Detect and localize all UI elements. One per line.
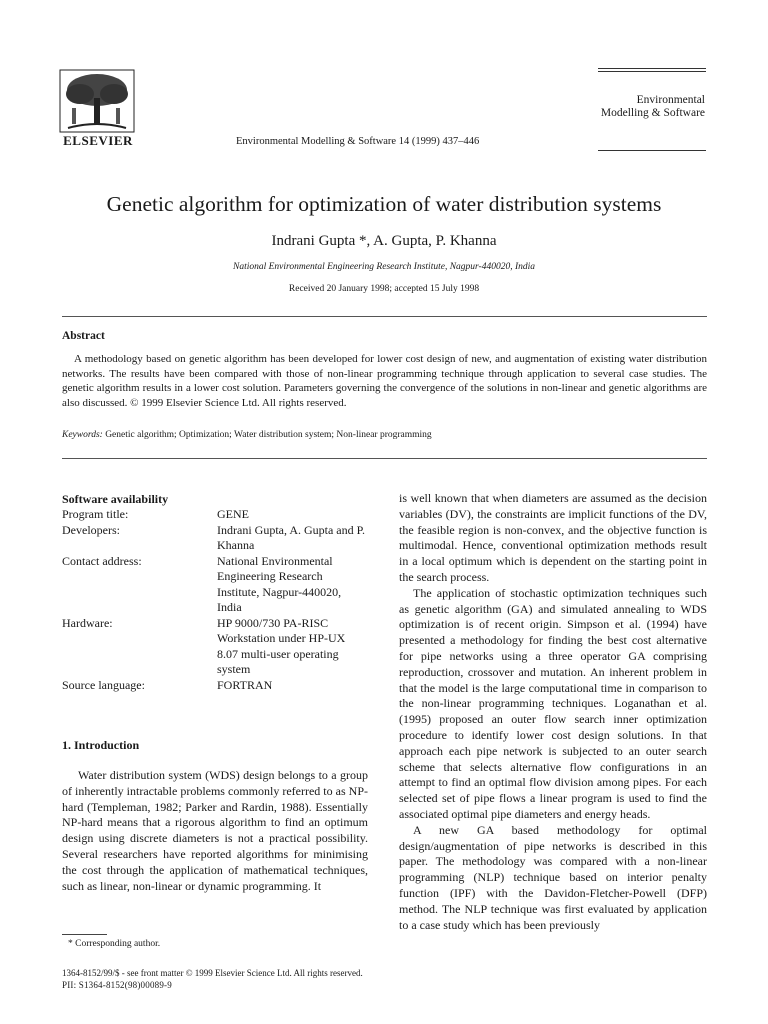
software-row-key: Hardware: [62, 615, 113, 630]
paragraph: A new GA based methodology for optimal design/augmentation of pipe networks is described in this paper. The methodology was compared with a non-linear programming (NLP) technique based on interior penalty function (IPF) with the Davidon-Fletcher-Powell (DFP) method. The NLP technique was first evaluated by application to a case study which has been previously [399, 822, 707, 932]
software-row-value: GENE [217, 507, 249, 521]
received-dates: Received 20 January 1998; accepted 15 July 1998 [288, 284, 480, 294]
software-row-key: Program title: [62, 507, 129, 521]
footnote-rule [62, 934, 107, 935]
software-row-value: National Environmental Engineering Research Institute, Nagpur-440020, India [217, 553, 342, 614]
software-availability-heading: Software availability [62, 492, 169, 506]
paragraph: is well known that when diameters are assumed as the decision variables (DV), the constraints are implicit functions of the DV, the feasible region is non-convex, and the objective function is multimodal. Hence, conventional optimization methods result in a local optimum which is dependent on the starting point in the search process. [399, 491, 707, 584]
introduction-heading: 1. Introduction [62, 738, 140, 752]
software-row-key: Source language: [62, 677, 145, 692]
journal-rule-top-2 [598, 71, 706, 72]
paragraph: The application of stochastic optimization techniques such as genetic algorithm (GA) and simulated annealing to WDS optimization is of recent origin. Simpson et al. (1994) have presented a methodology for finding the best cost alternative for pipe networks using a three operator GA comprising reproduction, crossover and mutation. An inherent problem in that the model is the large computational time in comparison to the non-linear programming techniques. Loganathan et al. (1995) proposed an outer flow search inner optimization procedure to identify lower cost design solutions. In that approach each pipe network is subjected to an outer search scheme that selects alternative flow configurations in an attempt to find an optimal flow division among pipes. For each selected set of pipe flows a linear program is used to find the associated optimal pipe diameters and energy heads. [399, 585, 707, 821]
software-row-value: FORTRAN [217, 677, 273, 692]
journal-name-line2: Modelling & Software [600, 107, 705, 119]
software-row [62, 507, 367, 523]
software-row-key: Developers: [62, 522, 120, 537]
author-affiliation: National Environmental Engineering Research Institute, Nagpur-440020, India [232, 262, 535, 272]
software-row [62, 678, 367, 694]
software-row [62, 616, 367, 678]
journal-rule-bottom [598, 150, 706, 151]
abstract-body: A methodology based on genetic algorithm has been developed for lower cost design of new, and augmentation of existing water distribution networks. The results have been compared with those of non-linear programming technique through application to several case studies. The genetic algorithm results in a lower cost solution. Parameters governing the convergence of the solutions in non-linear and genetic algorithms are also discussed. © 1999 Elsevier Science Ltd. All rights reserved. [62, 353, 707, 409]
software-row [62, 554, 367, 616]
introduction-body: Water distribution system (WDS) design belongs to a group of inherently intractable problems commonly referred to as NP-hard (Templeman, 1982; Parker and Rardin, 1988). Essentially NP-hard means that a rigorous algorithm to find an optimum design using discrete diameters is not a practical possibility. Several researchers have reported algorithms for minimising the cost through the application of mathematical techniques, such as linear, non-linear or dynamic programming. It [62, 768, 368, 893]
keywords-label: Keywords: [62, 430, 103, 440]
abstract-heading: Abstract [62, 330, 105, 342]
software-availability-table [62, 507, 367, 693]
keywords-list: Genetic algorithm; Optimization; Water distribution system; Non-linear programming [105, 430, 432, 440]
journal-name-line1: Environmental [636, 94, 705, 106]
abstract-rule-top [62, 316, 707, 317]
software-row-key: Contact address: [62, 553, 142, 568]
journal-name [560, 94, 705, 120]
pii-line: PII: S1364-8152(98)00089-9 [62, 980, 172, 990]
software-row-value: Indrani Gupta, A. Gupta and P. Khanna [217, 522, 365, 552]
publisher-name: ELSEVIER [63, 133, 133, 148]
article-authors: Indrani Gupta *, A. Gupta, P. Khanna [271, 233, 497, 249]
journal-rule-top [598, 68, 706, 69]
copyright-line: 1364-8152/99/$ - see front matter © 1999 Elsevier Science Ltd. All rights reserved. [62, 968, 363, 978]
abstract-rule-bottom [62, 458, 707, 459]
article-title: Genetic algorithm for optimization of water distribution systems [106, 192, 662, 216]
journal-citation: Environmental Modelling & Software 14 (1999) 437–446 [236, 136, 480, 147]
corresponding-author-footnote: * Corresponding author. [68, 939, 161, 949]
software-row-value: HP 9000/730 PA-RISC Workstation under HP-UX 8.07 multi-user operating system [217, 615, 346, 676]
right-column-text [399, 491, 707, 933]
software-row [62, 523, 367, 554]
keywords [62, 430, 707, 440]
